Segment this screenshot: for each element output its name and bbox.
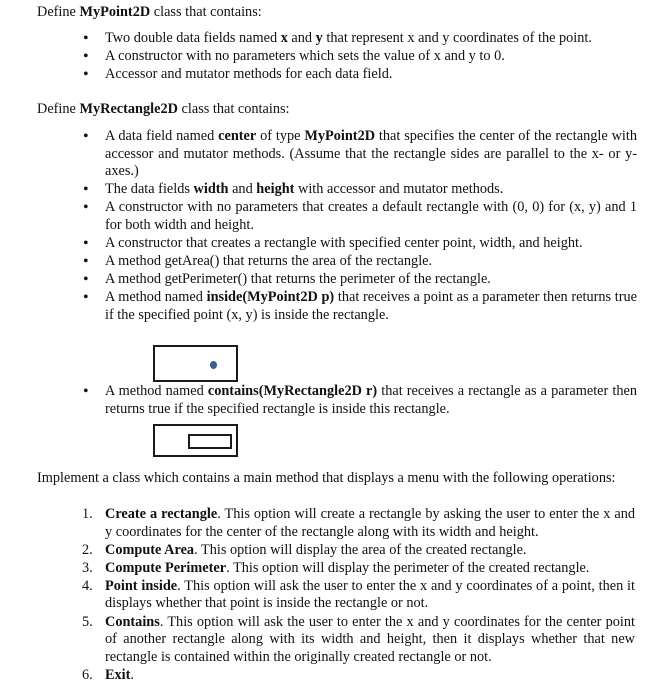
list-item: • A constructor that creates a rectangle with specified center point, width, and height. bbox=[0, 235, 637, 253]
list-item: 4. Point inside. This option will ask the user to enter the x and y coordinates of a point, then it displays whether that point is inside the rectangle or not. bbox=[82, 577, 636, 612]
rect-member-list bbox=[0, 128, 637, 325]
list-item: • The data fields width and height with accessor and mutator methods. bbox=[0, 181, 637, 199]
intro-text: Define bbox=[37, 4, 80, 20]
list-item: • A method named contains(MyRectangle2D r) that receives a rectangle as a parameter then returns true if the specified rectangle is inside this rectangle. bbox=[0, 383, 637, 418]
intro-text: class that contains: bbox=[177, 101, 290, 117]
point-inside-rectangle-figure bbox=[153, 345, 238, 382]
inner-rectangle bbox=[188, 434, 232, 449]
point-dot bbox=[210, 361, 217, 369]
menu-section-intro: Implement a class which contains a main method that displays a menu with the following operations: bbox=[37, 470, 616, 486]
menu-operation-list bbox=[0, 506, 635, 685]
list-item: 1. Create a rectangle. This option will create a rectangle by asking the user to enter the x and y coordinates for the center of the rectangle along with its width and height. bbox=[82, 506, 635, 540]
list-item: • A constructor with no parameters that creates a default rectangle with (0, 0) for (x, y) and 1 for both width and height. bbox=[0, 199, 637, 234]
list-item: • A method getArea() that returns the area of the rectangle. bbox=[0, 253, 637, 271]
intro-text: Define bbox=[37, 101, 80, 117]
list-item: • Two double data fields named x and y that represent x and y coordinates of the point. bbox=[0, 30, 637, 48]
intro-text: class that contains: bbox=[150, 4, 262, 20]
rect-section-intro bbox=[37, 101, 290, 119]
class-name-mypoint2d: MyPoint2D bbox=[79, 4, 151, 20]
list-item: • A data field named center of type MyPoint2D that specifies the center of the rectangle with accessor and mutator methods. (Assume that the rectangle sides are parallel to the x- or y-axes.) bbox=[0, 128, 637, 181]
list-item: 6. Exit. bbox=[82, 666, 134, 683]
list-item: • Accessor and mutator methods for each data field. bbox=[0, 66, 637, 84]
list-item: • A method named inside(MyPoint2D p) that receives a point as a parameter then returns true if the specified point (x, y) is inside the rectangle. bbox=[0, 289, 637, 324]
list-item: 3. Compute Perimeter. This option will display the perimeter of the created rectangle. bbox=[82, 559, 590, 576]
rectangle-contains-figure bbox=[153, 424, 238, 457]
rect-contains-list bbox=[0, 383, 637, 419]
list-item: • A method getPerimeter() that returns the perimeter of the rectangle. bbox=[0, 271, 637, 289]
list-item: 2. Compute Area. This option will display the area of the created rectangle. bbox=[82, 541, 527, 558]
list-item: 5. Contains. This option will ask the user to enter the x and y coordinates for the center point of another rectangle along with its width and height, then it displays whether that new rectangle is contained within the originally created rectangle or not. bbox=[82, 613, 635, 665]
point-section-intro bbox=[37, 4, 262, 22]
point-field-list bbox=[0, 30, 637, 84]
list-item: • A constructor with no parameters which sets the value of x and y to 0. bbox=[0, 48, 637, 66]
class-name-myrectangle2d: MyRectangle2D bbox=[79, 101, 178, 117]
